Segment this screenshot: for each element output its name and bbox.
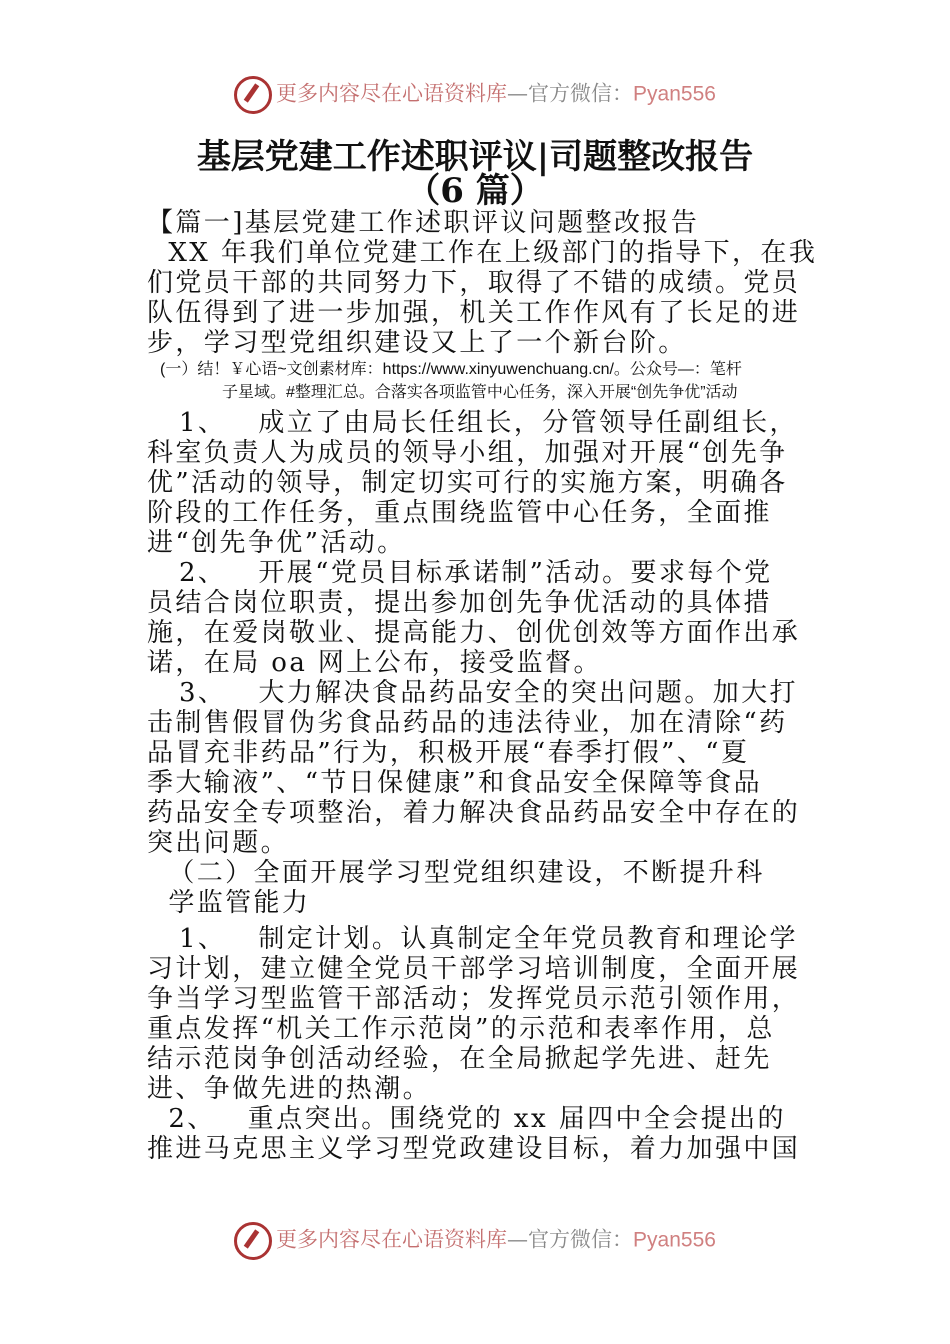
text-line: 习计划，建立健全党员干部学习培训制度，全面开展: [147, 954, 801, 984]
text-line: 争当学习型监管干部活动；发挥党员示范引领作用，: [147, 984, 801, 1014]
pen-logo-icon: [234, 76, 272, 114]
text-line: 药品安全专项整治，着力解决食品药品安全中存在的: [147, 798, 801, 828]
watermark-sep: —官方微信：: [507, 1227, 634, 1252]
watermark-text: 更多内容尽在心语资料库: [276, 1227, 508, 1252]
text-line: 学监管能力: [147, 888, 311, 918]
doc-title-count: （6 篇）: [406, 171, 544, 211]
text-line: 诺，在局 oa 网上公布，接受监督。: [147, 648, 602, 678]
text-line: 阶段的工作任务，重点围绕监管中心任务，全面推: [147, 498, 772, 528]
text-line: 施，在爱岗敬业、提高能力、创优创效等方面作出承: [147, 618, 801, 648]
text-line: 员结合岗位职责，提出参加创先争优活动的具体措: [147, 588, 772, 618]
text-line: 步，学习型党组织建设又上了一个新台阶。: [147, 328, 687, 358]
text-line: XX 年我们单位党建工作在上级部门的指导下，在我: [147, 238, 818, 268]
text-line: 优”活动的领导，制定切实可行的实施方案，明确各: [147, 468, 788, 498]
text-line: 品冒充非药品”行为，积极开展“春季打假”、“夏: [147, 738, 750, 768]
text-line: 1、 成立了由局长任组长，分管领导任副组长，: [147, 408, 798, 438]
text-line: 【篇一]基层党建工作述职评议问题整改报告: [147, 208, 700, 238]
text-line: 进、争做先进的热潮。: [147, 1074, 432, 1104]
text-line: 推进马克思主义学习型党政建设目标，着力加强中国: [147, 1134, 801, 1164]
text-line: 队伍得到了进一步加强，机关工作作风有了长足的进: [147, 298, 801, 328]
text-line: 科室负责人为成员的领导小组，加强对开展“创先争: [147, 438, 788, 468]
text-line: (一）结！￥心语~文创素材库：https://www.xinyuwenchuang.cn/。公众号—：笔杆: [160, 361, 742, 378]
text-line: 们党员干部的共同努力下，取得了不错的成绩。党员: [147, 268, 801, 298]
text-line: 重点发挥“机关工作示范岗”的示范和表率作用，总: [147, 1014, 775, 1044]
doc-title: 基层党建工作述职评议|司题整改报告: [196, 137, 754, 177]
watermark-header: [0, 76, 950, 114]
text-line: （二）全面开展学习型党组织建设，不断提升科: [147, 858, 765, 888]
watermark-id: Pyan556: [633, 1228, 716, 1252]
text-line: 突出问题。: [147, 828, 290, 858]
watermark-text: 更多内容尽在心语资料库: [276, 81, 508, 106]
text-line: 1、 制定计划。认真制定全年党员教育和理论学: [147, 924, 798, 954]
text-line: 结示范岗争创活动经验，在全局掀起学先进、赶先: [147, 1044, 772, 1074]
text-line: 子星域。#整理汇总。合落实各项监管中心任务，深入开展“创先争优”活动: [222, 384, 738, 401]
watermark-footer: [0, 1222, 950, 1260]
text-line: 3、 大力解决食品药品安全的突出问题。加大打: [147, 678, 798, 708]
text-line: 2、 开展“党员目标承诺制”活动。要求每个党: [147, 558, 773, 588]
text-line: 季大输液”、“节日保健康”和食品安全保障等食品: [147, 768, 763, 798]
pen-logo-icon: [234, 1222, 272, 1260]
text-line: 击制售假冒伪劣食品药品的违法待业，加在清除“药: [147, 708, 788, 738]
watermark-id: Pyan556: [633, 82, 716, 106]
text-line: 2、 重点突出。围绕党的 xx 届四中全会提出的: [147, 1104, 786, 1134]
text-line: 进“创先争优”活动。: [147, 528, 406, 558]
watermark-sep: —官方微信：: [507, 81, 634, 106]
